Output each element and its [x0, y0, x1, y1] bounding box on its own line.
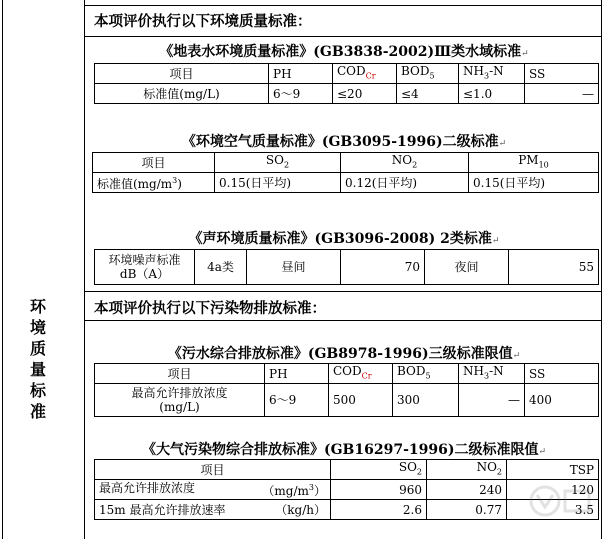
table-header-cell: 项目	[93, 153, 215, 173]
bod-label: BOD	[401, 64, 430, 78]
cod-label: COD	[337, 64, 366, 78]
row-label: 15m 最高允许排放速率	[99, 502, 226, 517]
cod-subscript: Cr	[365, 71, 376, 81]
table-cell: —	[459, 384, 525, 417]
table-header-cell: TSP	[507, 460, 599, 480]
table-cell: —	[525, 84, 599, 104]
table-header-cell	[459, 64, 525, 84]
no2-subscript: 2	[496, 467, 502, 477]
air-quality-title	[92, 131, 596, 151]
side-label-char: 质	[30, 339, 47, 358]
table-header-cell	[459, 364, 525, 384]
noise-table	[94, 249, 599, 285]
side-label-char: 准	[30, 402, 47, 421]
table-header-cell: 项目	[95, 364, 265, 384]
wastewater-label-line1: 最高允许排放浓度	[131, 386, 228, 401]
side-label-char: 标	[30, 381, 47, 400]
surface-water-table	[94, 63, 599, 104]
side-label-char: 环	[30, 297, 47, 316]
frame-top-border	[84, 5, 602, 6]
table-cell: 55	[509, 250, 599, 285]
row-unit: （kg/h）	[275, 502, 326, 517]
table-row	[93, 173, 599, 193]
table-cell: 400	[525, 384, 599, 417]
table-cell: 6～9	[265, 384, 329, 417]
table-cell	[95, 250, 195, 285]
air-pollutant-title	[92, 439, 596, 459]
frame-left-border	[2, 0, 3, 539]
table-cell: 960	[331, 480, 427, 500]
air-pollutant-title-text: 《大气污染物综合排放标准》(GB16297-1996)二级标准限值	[141, 442, 539, 458]
env-quality-intro: 本项评价执行以下环境质量标准：	[94, 13, 312, 30]
air-quality-title-text: 《环境空气质量标准》(GB3095-1996)二级标准	[181, 134, 499, 150]
table-cell: 夜间	[425, 250, 509, 285]
table-header-cell: SS	[525, 64, 599, 84]
table-header-cell	[215, 153, 341, 173]
pm10-subscript: 10	[538, 160, 549, 170]
table-cell: ≤1.0	[459, 84, 525, 104]
paragraph-mark-icon: ↵	[521, 49, 529, 59]
bod-subscript: 5	[425, 371, 431, 381]
so2-subscript: 2	[283, 160, 290, 170]
emission-intro: 本项评价执行以下污染物排放标准：	[94, 300, 326, 317]
table-cell: 2.6	[331, 500, 427, 520]
table-header-cell	[341, 153, 469, 173]
table-header-cell: PH	[269, 64, 333, 84]
cubic-superscript: 3	[308, 483, 314, 493]
table-row	[95, 84, 599, 104]
row-unit-text: （mg/m	[262, 484, 309, 499]
nh-tail: -N	[489, 64, 504, 78]
table-cell	[95, 480, 331, 500]
table-cell: 0.15(日平均)	[215, 173, 341, 193]
table-header-cell	[427, 460, 507, 480]
table-cell: 3.5	[507, 500, 599, 520]
table-header-row	[95, 460, 599, 480]
table-cell	[95, 500, 331, 520]
nh-label: NH	[463, 64, 484, 78]
so2-subscript: 2	[416, 467, 422, 477]
table-row	[95, 480, 599, 500]
nh-tail: -N	[489, 364, 504, 378]
air-quality-table	[92, 152, 599, 193]
cod-subscript: Cr	[361, 371, 372, 381]
table-cell	[95, 384, 265, 417]
nh-label: NH	[463, 364, 484, 378]
table-row	[95, 384, 599, 417]
table-cell: ≤4	[397, 84, 459, 104]
row-unit-end: ）	[313, 484, 326, 499]
table-cell: ≤20	[333, 84, 397, 104]
row-label: 最高允许排放浓度	[99, 481, 196, 496]
table-cell: 0.77	[427, 500, 507, 520]
table-header-row	[95, 64, 599, 84]
table-header-cell	[469, 153, 599, 173]
table-header-cell: SS	[525, 364, 599, 384]
paragraph-mark-icon: ↵	[498, 139, 507, 149]
nh-subscript: 3	[483, 371, 490, 381]
table-header-cell	[397, 64, 459, 84]
table-cell: 0.12(日平均)	[341, 173, 469, 193]
table-header-cell	[393, 364, 459, 384]
wastewater-title	[92, 343, 596, 363]
table-cell: 500	[329, 384, 393, 417]
table-row	[95, 500, 599, 520]
table-cell: 120	[507, 480, 599, 500]
table-cell: 300	[393, 384, 459, 417]
paragraph-mark-icon: ↵	[538, 447, 547, 457]
so2-label: SO	[265, 153, 284, 167]
table-cell: 4a类	[195, 250, 247, 285]
table-header-row	[95, 364, 599, 384]
table-header-cell: PH	[265, 364, 329, 384]
table-cell: 昼间	[247, 250, 341, 285]
table-row	[95, 250, 599, 285]
table-header-cell: 项目	[95, 460, 331, 480]
frame-divider	[84, 0, 85, 539]
side-label-char: 境	[30, 318, 47, 337]
table-header-row	[93, 153, 599, 173]
air-pollutant-table	[94, 459, 599, 520]
nh-subscript: 3	[483, 71, 490, 81]
section-separator-2	[84, 320, 602, 321]
no2-subscript: 2	[412, 160, 418, 170]
noise-title-text: 《声环境质量标准》(GB3096-2008) 2类标准	[188, 231, 492, 247]
table-cell: 6～9	[269, 84, 333, 104]
side-label-char: 量	[30, 360, 47, 379]
no2-label: NO	[391, 153, 413, 167]
intro-underline	[84, 36, 602, 37]
table-header-cell	[329, 364, 393, 384]
noise-label-line2: dB（A）	[119, 267, 170, 281]
table-header-cell	[333, 64, 397, 84]
paragraph-mark-icon: ↵	[512, 351, 521, 361]
paragraph-mark-icon: ↵	[491, 236, 500, 246]
table-cell: 240	[427, 480, 507, 500]
no2-label: NO	[476, 460, 497, 474]
side-label-env-quality-standard	[30, 296, 52, 422]
wastewater-label-line2: (mg/L)	[159, 400, 200, 415]
frame-right-border	[601, 0, 602, 539]
noise-label-line1: 环境噪声标准	[108, 253, 181, 267]
table-header-cell: 项目	[95, 64, 269, 84]
wastewater-table	[94, 363, 599, 417]
table-cell: 70	[341, 250, 425, 285]
cubic-superscript: 3	[172, 176, 178, 186]
wastewater-title-text: 《污水综合排放标准》(GB8978-1996)三级标准限值	[167, 346, 513, 362]
table-cell: 标准值(mg/L)	[95, 84, 269, 104]
pm10-label: PM	[518, 153, 539, 167]
air-value-label-end: )	[177, 177, 182, 192]
section-separator	[84, 291, 602, 292]
cod-label: COD	[333, 364, 362, 378]
bod-subscript: 5	[429, 71, 435, 81]
table-header-cell	[331, 460, 427, 480]
surface-water-title-text: 《地表水环境质量标准》(GB3838-2002)Ⅲ类水域标准	[159, 44, 522, 60]
air-value-label: 标准值(mg/m	[97, 177, 173, 192]
noise-title	[92, 228, 596, 248]
row-unit	[262, 481, 326, 498]
so2-label: SO	[398, 460, 417, 474]
table-cell	[93, 173, 215, 193]
bod-label: BOD	[397, 364, 426, 378]
surface-water-title	[92, 41, 596, 61]
table-cell: 0.15(日平均)	[469, 173, 599, 193]
